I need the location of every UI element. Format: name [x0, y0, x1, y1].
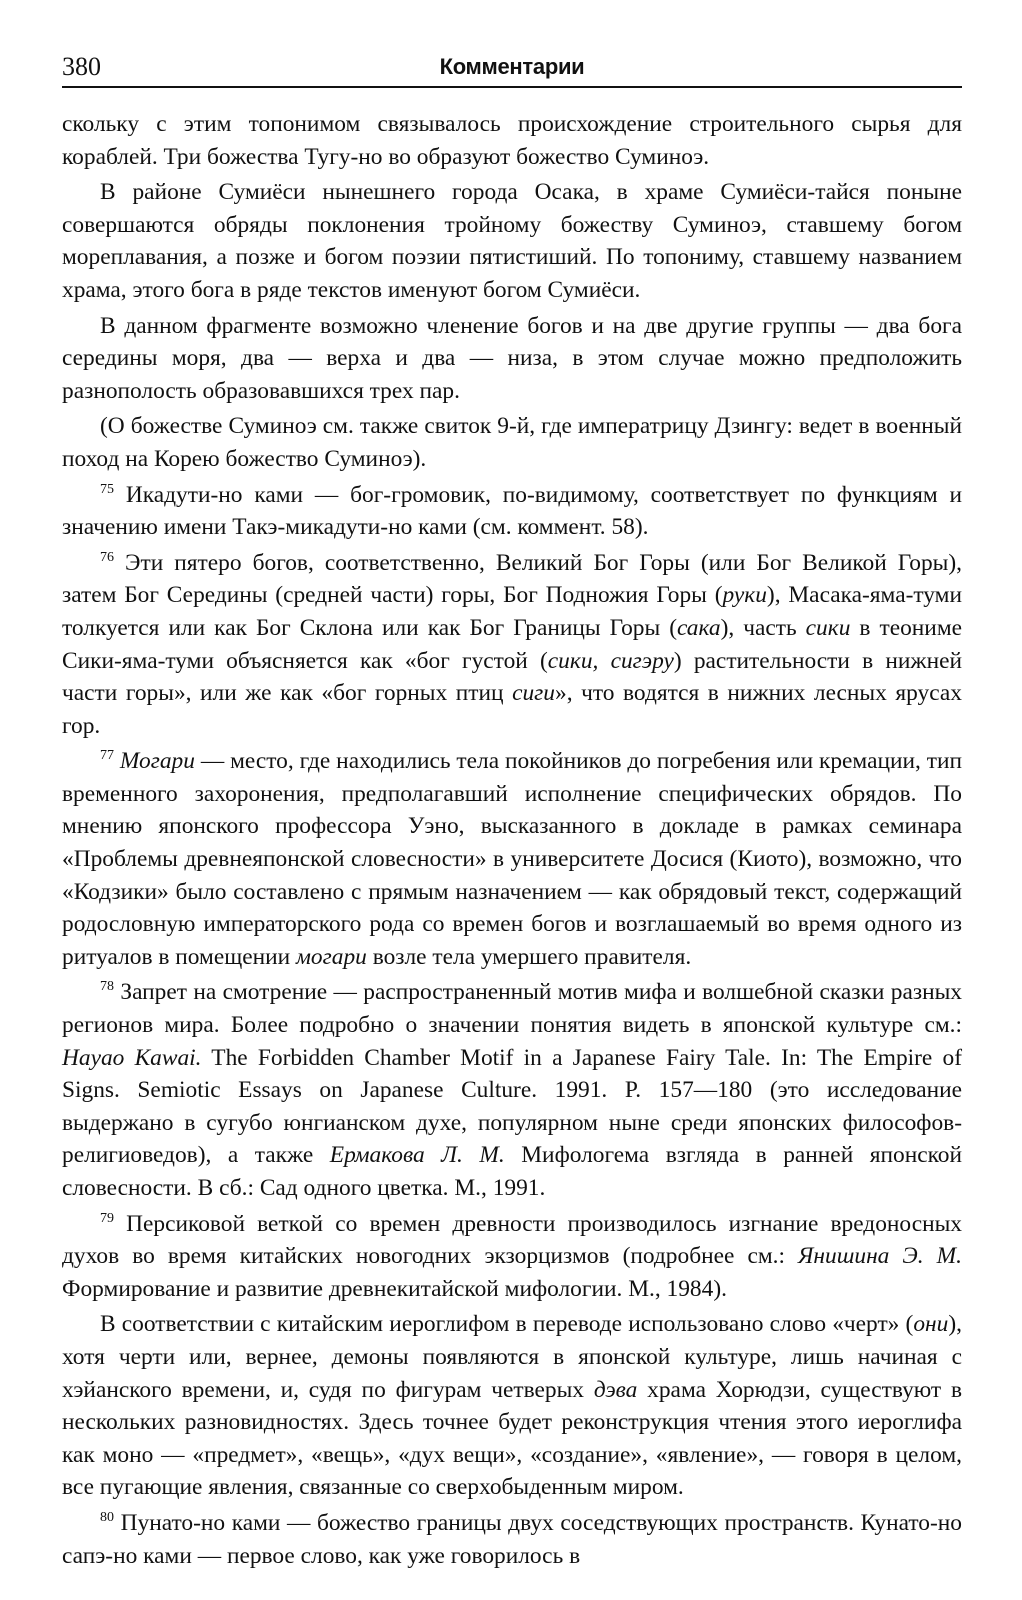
- text-run: Запрет на смотрение — распространенный мотив мифа и волшебной сказки разных регионов мира. Более подробно о значении понятия видеть в японской культуре см.:: [62, 979, 962, 1039]
- text-run: The Forbidden Chamber Motif in a Japanese Fairy Tale. In: The Empire of Signs. Semiotic Essays on Japanese Culture. 1991. P. 157—180 (это исследование выдержано в сугубо юнгианском духе, популярном ныне среди японских философов-религиоведов), а также: [62, 1044, 962, 1169]
- page-number: 380: [62, 52, 101, 81]
- text-run: ), часть: [720, 614, 806, 641]
- body-paragraph: [62, 310, 962, 408]
- text-run: ), хотя черти или, вернее, демоны появляются в японской культуре, лишь начиная с хэйанского времени, и, судя по фигурам четверых: [62, 1311, 962, 1403]
- italic-text: они: [913, 1311, 949, 1338]
- footnote-paragraph: [62, 976, 962, 1204]
- text-run: Эти пятеро богов, соответственно, Великий Бог Горы (или Бог Великой Горы), затем Бог Середины (средней части) горы, Бог Подножия Горы (: [62, 549, 962, 609]
- footnote-number: 79: [100, 1210, 114, 1226]
- text-run: ), Масака-яма-туми толкуется или как Бог Склона или как Бог Границы Горы (: [62, 582, 962, 641]
- footnote-number: 77: [100, 748, 114, 764]
- text-run: храма Хорюдзи, существуют в нескольких разновидностях. Здесь точнее будет реконструкция чтения этого иероглифа как моно — «предмет», «вещь», «дух вещи», «создание», «явление», — говоря в целом, все пугающие явления, связанные со сверхобыденным миром.: [62, 1376, 963, 1501]
- text-run: В районе Сумиёси нынешнего города Осака, в храме Сумиёси-тайся поныне совершаются обряды поклонения тройному божеству Суминоэ, ставшему богом мореплавания, а позже и богом поэзии пятистиший. По топониму, ставшему названием храма, этого бога в ряде текстов именуют богом Сумиёси.: [62, 179, 962, 303]
- footnote-paragraph: [62, 1507, 962, 1572]
- text-run: (О божестве Суминоэ см. также свиток 9-й, где императрицу Дзингу: ведет в военный поход на Корею божество Суминоэ).: [62, 413, 962, 472]
- text-run: ) растительности в нижней части горы», или же как «бог горных птиц: [62, 647, 962, 707]
- footnote-paragraph: [62, 547, 962, 743]
- italic-text: могари: [296, 943, 367, 970]
- footnote-number: 75: [100, 481, 114, 497]
- body-text: [62, 108, 962, 1572]
- page-header: [62, 50, 962, 88]
- italic-text: руки: [722, 582, 767, 609]
- italic-text: Ермакова Л. М.: [329, 1142, 505, 1169]
- text-run: Пунато-но ками — божество границы двух соседствующих пространств. Кунато-но сапэ-но ками — первое слово, как уже говорилось в: [62, 1509, 962, 1569]
- text-run: В данном фрагменте возможно членение богов и на две другие группы — два бога середины моря, два — верха и два — низа, в этом случае можно предположить разнополость образовавшихся трех пар.: [62, 312, 962, 404]
- body-paragraph: [62, 1308, 962, 1504]
- footnote-number: 76: [100, 549, 114, 565]
- text-run: в теониме Сики-яма-туми объясняется как «бог густой (: [62, 614, 963, 674]
- italic-text: сака: [677, 614, 721, 641]
- italic-text: сики, сигэру: [547, 647, 674, 674]
- text-run: Икадути-но ками — бог-громовик, по-видимому, соответствует по функциям и значению имени Такэ-микадути-но ками (см. коммент. 58).: [62, 481, 962, 541]
- text-run: », что водятся в нижних лесных ярусах гор.: [62, 680, 962, 739]
- text-run: — место, где находились тела покойников до погребения или кремации, тип временного захоронения, предполагавший исполнение специфических обрядов. По мнению японского профессора Уэно, высказанного в докладе в рамках семинара «Проблемы древнеяпонской словесности» в университете Досися (Киото), возможно, что «Кодзики» было составлено с прямым назначением — как обрядовый текст, содержащий родословную императорского рода со времен богов и возглашаемый во время одного из ритуалов в помещении: [62, 748, 962, 970]
- body-paragraph: [62, 410, 962, 475]
- footnote-paragraph: [62, 745, 962, 973]
- body-paragraph: [62, 176, 962, 306]
- body-paragraph: [62, 108, 962, 173]
- text-run: скольку с этим топонимом связывалось происхождение строительного сырья для кораблей. Три божества Тугу-но во образуют божество Суминоэ.: [62, 111, 962, 170]
- footnote-paragraph: [62, 1208, 962, 1306]
- italic-text: Hayao Kawai.: [62, 1044, 202, 1071]
- text-run: В соответствии с китайским иероглифом в переводе использовано слово «черт» (: [100, 1311, 914, 1338]
- italic-text: Янишина Э. М.: [798, 1243, 962, 1270]
- italic-text: сики: [805, 614, 851, 641]
- italic-text: Могари: [119, 748, 195, 775]
- footnote-number: 78: [100, 979, 114, 995]
- footnote-paragraph: [62, 479, 962, 544]
- italic-text: дэва: [593, 1376, 638, 1403]
- text-run: возле тела умершего правителя.: [366, 943, 692, 970]
- italic-text: сиги: [512, 680, 555, 707]
- text-run: Мифологема взгляда в ранней японской словесности. В сб.: Сад одного цветка. М., 1991.: [62, 1142, 962, 1201]
- text-run: Персиковой веткой со времен древности производилось изгнание вредоносных духов во время китайских новогодних экзорцизмов (подробнее см.:: [62, 1210, 962, 1270]
- running-title: Комментарии: [439, 54, 585, 79]
- footnote-number: 80: [100, 1509, 114, 1525]
- text-run: Формирование и развитие древнекитайской мифологии. М., 1984).: [62, 1275, 727, 1302]
